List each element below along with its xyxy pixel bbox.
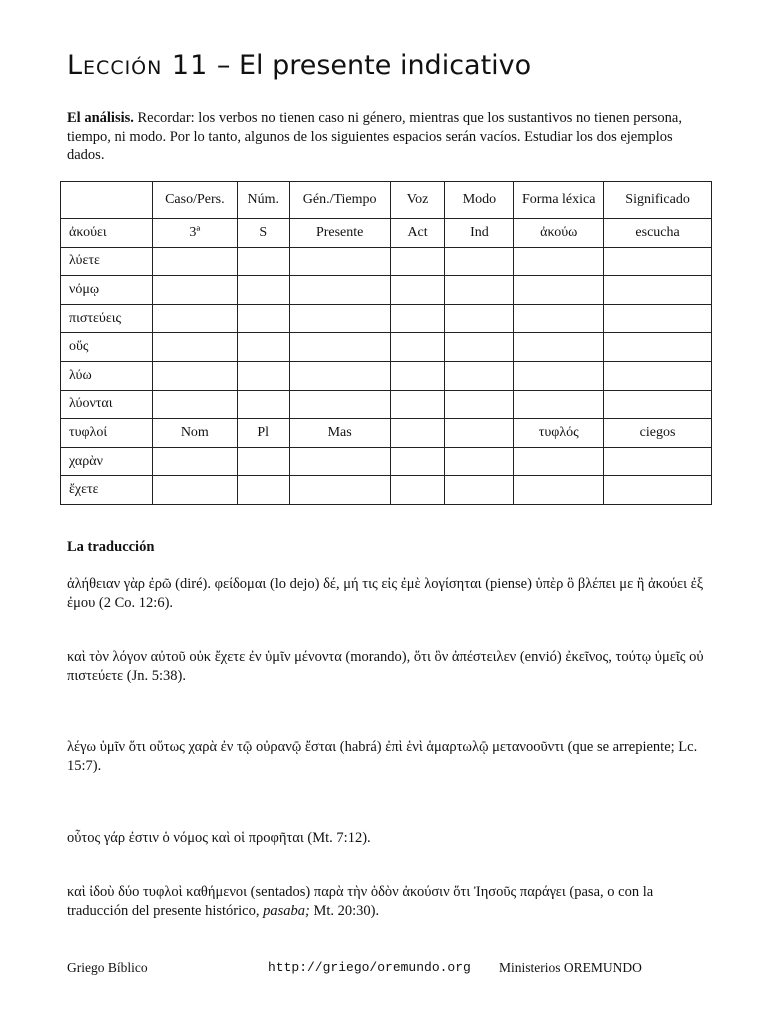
table-row — [61, 447, 712, 476]
answer-cell — [390, 304, 445, 333]
table-row — [61, 276, 712, 305]
intro-text: Recordar: los verbos no tienen caso ni género, mientras que los sustantivos no tienen persona, tiempo, ni modo. Por lo tanto, algunos de los siguientes espacios serán vacíos. Estudiar los dos ejemplos dados. — [67, 110, 682, 163]
table-header-row — [61, 182, 712, 219]
answer-cell — [390, 361, 445, 390]
answer-cell — [237, 390, 289, 419]
answer-cell — [390, 247, 445, 276]
table-row — [61, 361, 712, 390]
answer-cell — [289, 276, 390, 305]
answer-cell — [514, 304, 604, 333]
answer-cell — [152, 247, 237, 276]
answer-cell — [152, 476, 237, 505]
greek-word-cell: λύετε — [61, 247, 153, 276]
answer-cell — [514, 476, 604, 505]
answer-cell — [390, 447, 445, 476]
answer-cell — [390, 390, 445, 419]
answer-cell: τυφλός — [514, 419, 604, 448]
answer-cell: Presente — [289, 219, 390, 248]
answer-cell — [445, 447, 514, 476]
table-row — [61, 419, 712, 448]
answer-cell — [237, 333, 289, 362]
answer-cell — [289, 390, 390, 419]
exercise-5-reference: Mt. 20:30). — [309, 903, 380, 919]
answer-cell — [604, 476, 712, 505]
translation-heading: La traducción — [67, 539, 155, 555]
answer-cell — [237, 361, 289, 390]
answer-cell — [152, 361, 237, 390]
answer-cell — [289, 361, 390, 390]
answer-cell — [604, 390, 712, 419]
answer-cell — [514, 276, 604, 305]
footer-url: http://griego/oremundo.org — [268, 960, 471, 975]
translation-exercise-1: ἀλήθειαν γὰρ ἐρῶ (diré). φείδομαι (lo dejo) δέ, μή τις εἰς ἐμὲ λογίσηται (piense) ὑπὲρ ὃ βλέπει με ἢ ἀκούει ἐξ ἐμου (2 Co. 12:6). — [67, 576, 704, 611]
answer-cell — [445, 333, 514, 362]
greek-word-cell: πιστεύεις — [61, 304, 153, 333]
answer-cell — [445, 390, 514, 419]
greek-word-cell: νόμῳ — [61, 276, 153, 305]
analysis-table-body — [61, 182, 712, 505]
answer-cell: ciegos — [604, 419, 712, 448]
column-header: Modo — [445, 182, 514, 219]
answer-cell — [604, 361, 712, 390]
answer-cell — [390, 476, 445, 505]
answer-cell — [390, 276, 445, 305]
intro-paragraph — [67, 109, 707, 165]
answer-cell — [289, 304, 390, 333]
greek-word-cell: λύω — [61, 361, 153, 390]
analysis-table — [60, 181, 712, 505]
answer-cell — [604, 333, 712, 362]
answer-cell: Act — [390, 219, 445, 248]
answer-cell: S — [237, 219, 289, 248]
table-row — [61, 390, 712, 419]
column-header: Gén./Tiempo — [289, 182, 390, 219]
page-title — [67, 50, 531, 81]
exercise-5-italic: pasaba; — [263, 903, 310, 919]
answer-cell: Mas — [289, 419, 390, 448]
answer-cell — [604, 447, 712, 476]
answer-cell — [604, 276, 712, 305]
column-header: Forma léxica — [514, 182, 604, 219]
answer-cell: Ind — [445, 219, 514, 248]
answer-cell: escucha — [604, 219, 712, 248]
answer-cell — [514, 333, 604, 362]
table-row — [61, 333, 712, 362]
answer-cell — [152, 447, 237, 476]
translation-exercise-4: οὗτος γάρ ἐστιν ὁ νόμος καὶ οἱ προφῆται (Mt. 7:12). — [67, 830, 371, 846]
column-header: Significado — [604, 182, 712, 219]
answer-cell: Pl — [237, 419, 289, 448]
answer-cell — [514, 361, 604, 390]
greek-word-cell: ἔχετε — [61, 476, 153, 505]
answer-cell — [445, 276, 514, 305]
answer-cell — [237, 447, 289, 476]
answer-cell — [289, 333, 390, 362]
greek-word-cell: λύονται — [61, 390, 153, 419]
answer-cell — [289, 447, 390, 476]
answer-cell — [152, 390, 237, 419]
lesson-number: Lección 11 — [67, 50, 209, 81]
answer-cell — [445, 476, 514, 505]
footer-right: Ministerios OREMUNDO — [499, 960, 642, 975]
answer-cell — [604, 247, 712, 276]
exercise-5-text: καὶ ἰδοὺ δύο τυφλοὶ καθήμενοι (sentados) παρὰ τὴν ὁδὸν ἀκούσιν ὅτι Ἰησοῦς παράγει (pasa, o con la traducción del presente histórico, — [67, 884, 654, 919]
answer-cell — [237, 276, 289, 305]
answer-cell — [152, 333, 237, 362]
table-row — [61, 219, 712, 248]
translation-exercise-5 — [67, 883, 707, 921]
answer-cell — [289, 476, 390, 505]
translation-exercise-2: καὶ τὸν λόγον αὐτοῦ οὐκ ἔχετε ἐν ὑμῖν μένοντα (morando), ὅτι ὃν ἀπέστειλεν (envió) ἐκεῖνος, τούτῳ ὑμεῖς οὐ πιστεύετε (Jn. 5:38). — [67, 649, 704, 684]
answer-cell: 3ª — [152, 219, 237, 248]
title-separator: – — [208, 50, 239, 81]
table-row — [61, 247, 712, 276]
answer-cell: Nom — [152, 419, 237, 448]
column-header — [61, 182, 153, 219]
greek-word-cell: χαρὰν — [61, 447, 153, 476]
answer-cell — [514, 447, 604, 476]
column-header: Voz — [390, 182, 445, 219]
answer-cell — [237, 247, 289, 276]
answer-cell — [390, 419, 445, 448]
answer-cell — [237, 476, 289, 505]
answer-cell: ἀκούω — [514, 219, 604, 248]
answer-cell — [445, 247, 514, 276]
column-header: Núm. — [237, 182, 289, 219]
greek-word-cell: ἀκούει — [61, 219, 153, 248]
answer-cell — [445, 419, 514, 448]
intro-lead: El análisis. — [67, 110, 134, 126]
answer-cell — [152, 304, 237, 333]
title-main: El presente indicativo — [238, 50, 532, 81]
answer-cell — [445, 361, 514, 390]
answer-cell — [514, 390, 604, 419]
answer-cell — [445, 304, 514, 333]
translation-exercise-3: λέγω ὑμῖν ὅτι οὕτως χαρὰ ἐν τῷ οὐρανῷ ἔσται (habrá) ἐπὶ ἑνὶ ἁμαρτωλῷ μετανοοῦντι (que se arrepiente; Lc. 15:7). — [67, 739, 698, 774]
answer-cell — [237, 304, 289, 333]
answer-cell — [514, 247, 604, 276]
table-row — [61, 476, 712, 505]
column-header: Caso/Pers. — [152, 182, 237, 219]
answer-cell — [604, 304, 712, 333]
greek-word-cell: οὕς — [61, 333, 153, 362]
answer-cell — [152, 276, 237, 305]
answer-cell — [289, 247, 390, 276]
footer-left: Griego Bíblico — [67, 960, 148, 975]
answer-cell — [390, 333, 445, 362]
greek-word-cell: τυφλοί — [61, 419, 153, 448]
table-row — [61, 304, 712, 333]
